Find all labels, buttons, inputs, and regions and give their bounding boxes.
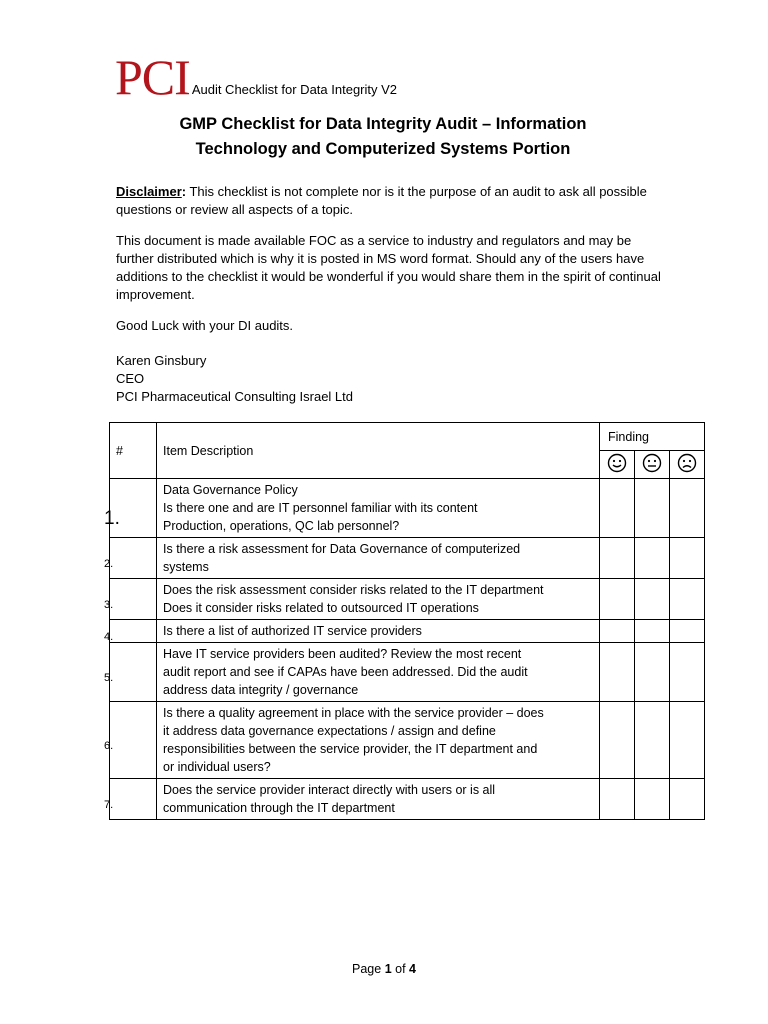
finding-cell[interactable]	[635, 779, 670, 820]
signature-block	[116, 352, 661, 406]
title-line-2: Technology and Computerized Systems Portion	[195, 140, 571, 158]
table-row	[110, 479, 705, 538]
finding-cell[interactable]	[600, 620, 635, 643]
row-description: Data Governance Policy Is there one and are IT personnel familiar with its content Production, operations, QC lab personnel?	[157, 479, 600, 538]
finding-cell[interactable]	[600, 643, 635, 702]
disclaimer-colon: :	[181, 184, 187, 199]
document-header	[115, 49, 398, 105]
finding-cell[interactable]	[600, 479, 635, 538]
current-page: 1	[384, 962, 392, 976]
row-description: Is there a risk assessment for Data Governance of computerized systems	[157, 538, 600, 579]
finding-cell[interactable]	[635, 643, 670, 702]
finding-cell[interactable]	[670, 538, 705, 579]
row-description: Is there a quality agreement in place with the service provider – does it address data governance expectations / assign and define responsibilities between the service provider, the IT department and or individual users?	[157, 702, 600, 779]
finding-cell[interactable]	[635, 579, 670, 620]
title-line-1: GMP Checklist for Data Integrity Audit – Information	[179, 115, 587, 133]
finding-cell[interactable]	[670, 620, 705, 643]
row-number: 5.	[110, 643, 157, 702]
signature-company: PCI Pharmaceutical Consulting Israel Ltd	[116, 389, 354, 404]
finding-cell[interactable]	[600, 779, 635, 820]
row-number: 4.	[110, 620, 157, 643]
table-row	[110, 620, 705, 643]
good-luck-paragraph: Good Luck with your DI audits.	[116, 318, 294, 333]
finding-cell[interactable]	[600, 702, 635, 779]
page-footer: Page 1 of 4	[352, 962, 416, 976]
pci-logo: PCI	[115, 49, 190, 105]
col-finding-header: Finding	[600, 423, 705, 451]
finding-cell[interactable]	[635, 538, 670, 579]
row-description: Does the risk assessment consider risks related to the IT department Does it consider risks related to outsourced IT operations	[157, 579, 600, 620]
table-row	[110, 538, 705, 579]
finding-cell[interactable]	[600, 538, 635, 579]
neutral-face-icon	[635, 451, 670, 479]
row-description: Is there a list of authorized IT service providers	[157, 620, 600, 643]
total-pages: 4	[409, 962, 416, 976]
table-row	[110, 643, 705, 702]
finding-cell[interactable]	[635, 479, 670, 538]
sad-face-icon	[670, 451, 705, 479]
finding-cell[interactable]	[600, 579, 635, 620]
row-number: 7.	[110, 779, 157, 820]
finding-cell[interactable]	[670, 702, 705, 779]
disclaimer-paragraph	[116, 183, 661, 219]
signature-name: Karen Ginsbury	[116, 353, 207, 368]
disclaimer-label: Disclaimer	[116, 184, 182, 199]
table-row	[110, 702, 705, 779]
disclaimer-text: This checklist is not complete nor is it the purpose of an audit to ask all possible questions or review all aspects of a topic.	[116, 184, 647, 217]
finding-cell[interactable]	[635, 620, 670, 643]
document-title	[110, 112, 656, 162]
header-subtitle: Audit Checklist for Data Integrity V2	[191, 82, 398, 97]
table-row	[110, 579, 705, 620]
row-number: 1.	[110, 479, 157, 538]
col-number-header: #	[110, 423, 157, 479]
table-header-row	[110, 423, 705, 451]
row-description: Does the service provider interact directly with users or is all communication through the IT department	[157, 779, 600, 820]
finding-cell[interactable]	[670, 579, 705, 620]
finding-cell[interactable]	[670, 479, 705, 538]
col-description-header: Item Description	[157, 423, 600, 479]
row-number: 3.	[110, 579, 157, 620]
signature-role: CEO	[116, 371, 145, 386]
finding-cell[interactable]	[670, 779, 705, 820]
checklist-table	[104, 422, 705, 820]
distribution-paragraph: This document is made available FOC as a service to industry and regulators and may be further distributed which is why it is posted in MS word format. Should any of the users have additions to the checklist it would be wonderful if you would share them in the spirit of continual improvement.	[116, 233, 661, 302]
row-number: 2.	[110, 538, 157, 579]
finding-cell[interactable]	[670, 643, 705, 702]
row-description: Have IT service providers been audited? Review the most recent audit report and see if CAPAs have been addressed. Did the audit address data integrity / governance	[157, 643, 600, 702]
happy-face-icon	[600, 451, 635, 479]
finding-cell[interactable]	[635, 702, 670, 779]
row-number: 6.	[110, 702, 157, 779]
table-row	[110, 779, 705, 820]
